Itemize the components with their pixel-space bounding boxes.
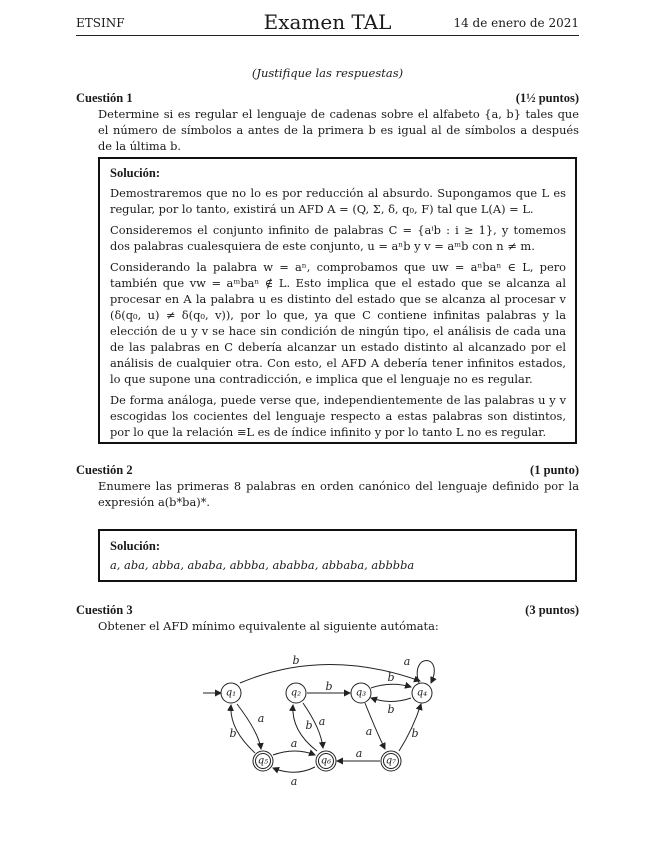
- question-3-text: Obtener el AFD mínimo equivalente al siguiente autómata:: [98, 619, 439, 633]
- edge-label: a: [257, 712, 265, 725]
- edge-label: a: [365, 725, 373, 738]
- question-1-points: (1½ puntos): [515, 91, 579, 105]
- question-2-heading: [76, 463, 579, 478]
- solution-1-paragraph: Consideremos el conjunto infinito de palabras C = {aⁱb : i ≥ 1}, y tomemos dos palabras cualesquiera de este conjunto, u = aⁿb y v = aᵐb con n ≠ m.: [110, 223, 566, 253]
- solution-1-title: Solución:: [110, 166, 161, 180]
- solution-1-paragraph: Demostraremos que no lo es por reducción al absurdo. Supongamos que L es regular, por lo tanto, existirá un AFD A = (Q, Σ, δ, q₀, F) tal que L(A) = L.: [110, 186, 566, 216]
- edge-label: a: [318, 715, 326, 728]
- question-1-text: Determine si es regular el lenguaje de cadenas sobre el alfabeto {a, b} tales que el número de símbolos a antes de la primera b es igual al de símbolos a después de la última b.: [98, 107, 579, 153]
- exam-title: Examen TAL: [263, 10, 392, 34]
- edge-q5-q6: [273, 751, 315, 755]
- edge-label: b: [305, 719, 313, 732]
- automaton-diagram: [195, 645, 455, 785]
- state-label: q₃: [355, 687, 367, 699]
- edge-q6-q5: [273, 767, 315, 772]
- edge-label: a: [290, 775, 298, 785]
- edge-q1-q5: [237, 704, 261, 749]
- edge-label: a: [355, 747, 363, 760]
- state-label: q₅: [257, 755, 269, 767]
- state-label: q₇: [385, 755, 397, 767]
- state-label: q₁: [225, 687, 237, 699]
- edge-label: b: [229, 727, 237, 740]
- question-2-text: Enumere las primeras 8 palabras en orden canónico del lenguaje definido por la expresión a(b*ba)*.: [98, 479, 579, 509]
- solution-1-paragraph: Considerando la palabra w = aⁿ, comprobamos que uw = aⁿbaⁿ ∈ L, pero también que vw = aᵐbaⁿ ∉ L. Esto implica que el estado que se alcanza al procesar en A la palabra u es distinto del estado que se alcanza al procesar v (δ(q₀, u) ≠ δ(q₀, v)), por lo que, ya que C contiene infinitas palabras y la elección de u y v se hace sin condición de ningún tipo, el análisis de cada una de las palabras en C debería alcanzar un estado distinto al alcanzado por el análisis de cualquier otra. Con esto, el AFD A debería tener infinitos estados, lo que supone una contradicción, e implica que el lenguaje no es regular.: [110, 260, 566, 386]
- solution-2-words: a, aba, abba, ababa, abbba, ababba, abbaba, abbbba: [110, 558, 415, 572]
- state-label: q₆: [320, 755, 332, 767]
- edge-label: b: [292, 654, 300, 667]
- solution-2-box: [98, 529, 577, 582]
- edge-q4-q4: [417, 661, 434, 684]
- header-school: ETSINF: [76, 16, 125, 30]
- solution-1-paragraph: De forma análoga, puede verse que, independientemente de las palabras u y v escogidas los cocientes del lenguaje respecto a estas palabras son distintos, por lo que la relación ≡L es de índice infinito y por lo tanto L no es regular.: [110, 393, 566, 439]
- edge-label: b: [387, 671, 395, 684]
- state-label: q₂: [290, 687, 302, 699]
- question-1-title: Cuestión 1: [76, 91, 133, 105]
- question-1-heading: [76, 91, 579, 106]
- edge-q3-q4: [371, 684, 411, 688]
- edge-label: b: [325, 680, 333, 693]
- edge-label: a: [403, 655, 411, 668]
- edge-q4-q3: [371, 698, 411, 702]
- edge-label: b: [387, 703, 395, 716]
- instructions: (Justifique las respuestas): [251, 66, 404, 80]
- exam-date: 14 de enero de 2021: [453, 16, 579, 30]
- state-label: q₄: [416, 687, 428, 699]
- question-3-points: (3 puntos): [525, 603, 579, 617]
- question-2-title: Cuestión 2: [76, 463, 133, 477]
- solution-1-box: [98, 157, 577, 444]
- edge-label: a: [290, 737, 298, 750]
- question-3-title: Cuestión 3: [76, 603, 133, 617]
- question-2-points: (1 punto): [530, 463, 579, 477]
- edge-label: b: [411, 727, 419, 740]
- solution-2-title: Solución:: [110, 539, 161, 553]
- question-3-heading: [76, 603, 579, 618]
- header-rule: [76, 35, 579, 36]
